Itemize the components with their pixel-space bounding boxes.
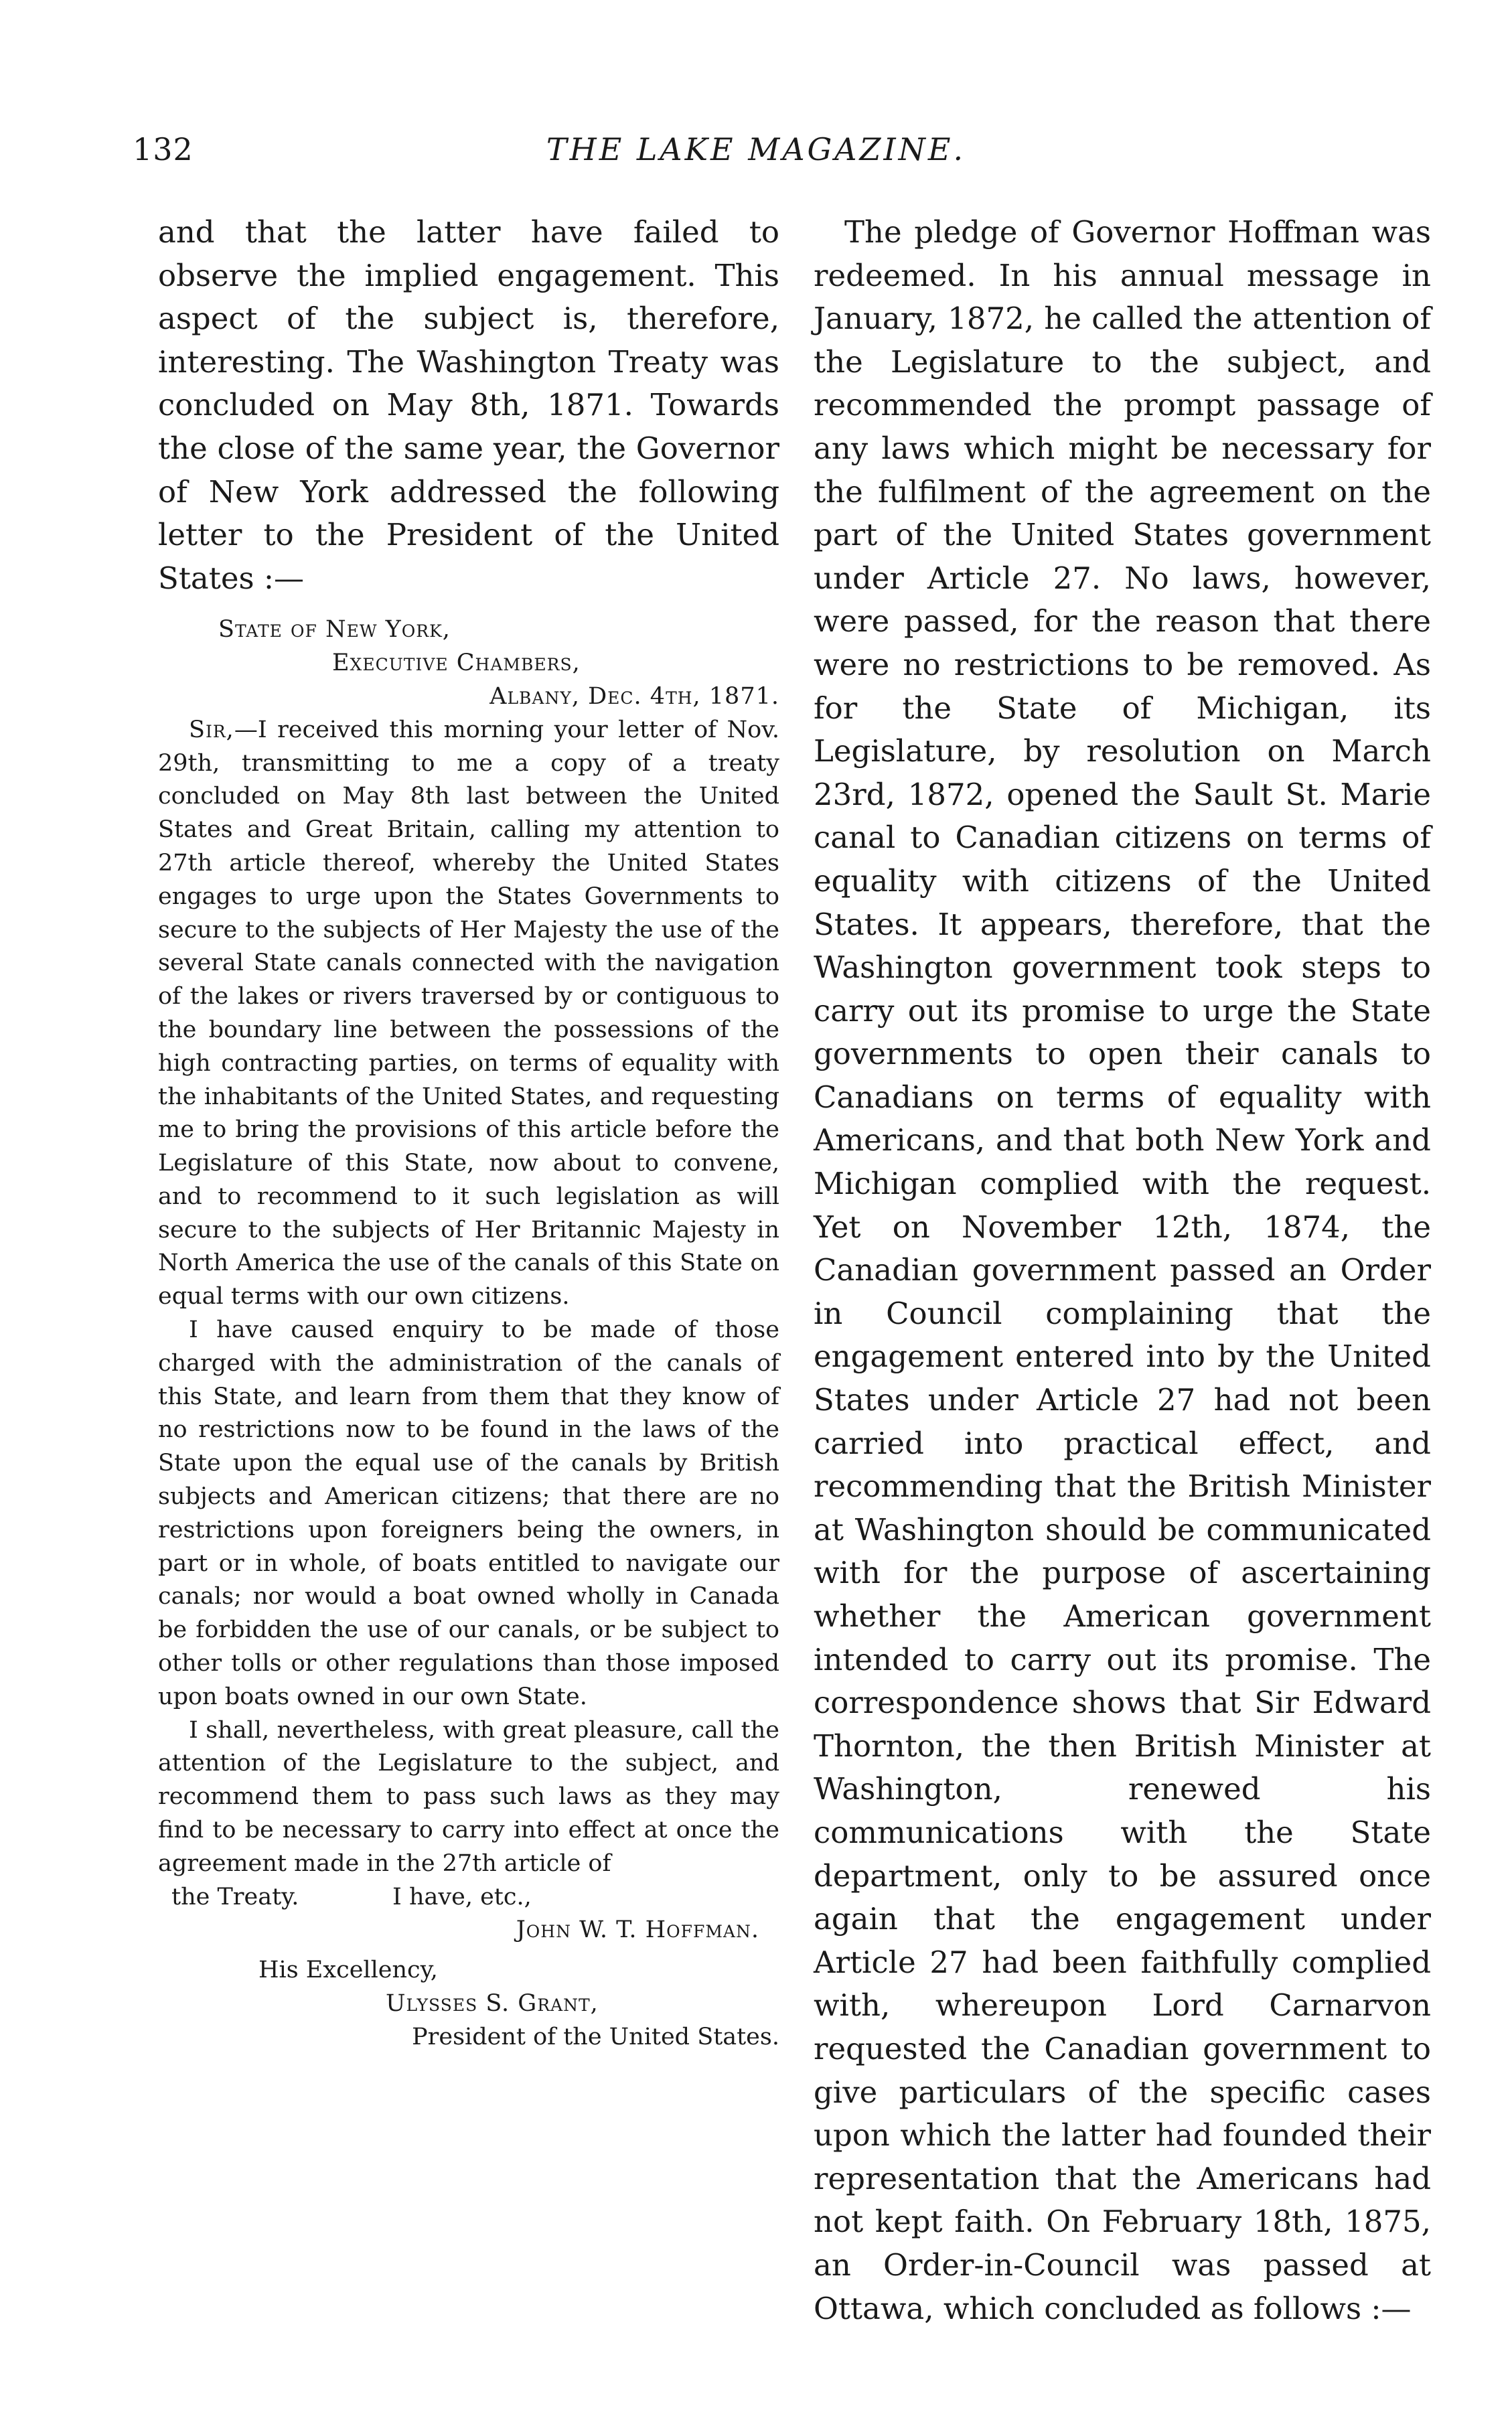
letter-paragraph-1-text: —I received this morning your letter of Nov. 29th, transmitting to me a copy of a treaty concluded on May 8th last between the United States and Great Britain, calling my attention to 27th article thereof, whereby the United States engages to urge upon the States Governments to secure to the subjects of Her Majesty the use of the several State canals connected with the navigation of the lakes or rivers traversed by or contiguous to the boundary line between the possessions of the high contracting parties, on terms of equality with the inhabitants of the United States, and requesting me to bring the provisions of this article before the Legislature of this State, now about to convene, and to recommend to it such legislation as will secure to the subjects of Her Britannic Majesty in North America the use of the canals of this State on equal terms with our own citizens. — [158, 716, 779, 1310]
right-column — [814, 211, 1431, 2330]
letter-date — [158, 680, 779, 714]
letter-closing-a: the Treaty. — [171, 1883, 299, 1910]
letter-recipient-line3: President of the United States. — [412, 2023, 779, 2050]
letter-paragraph-3: I shall, nevertheless, with great pleasure, call the attention of the Legislature to the subject, and recommend them to pass such laws as they may find to be necessary to carry into effect at once the agreement made in the 27th article of — [158, 1716, 779, 1877]
letter-recipient-line2: Ulysses S. Grant, — [386, 1990, 599, 2018]
right-paragraph: The pledge of Governor Hoffman was redeemed. In his annual message in January, 1872, he called the attention of the Legislature to the subject, and recommended the prompt passage of any laws which might be necessary for the fulfilment of the agreement on the part of the United States government under Article 27. No laws, however, were passed, for the reason that there were no restrictions to be removed. As for the State of Michigan, its Legislature, by resolution on March 23rd, 1872, opened the Sault St. Marie canal to Canadian citizens on terms of equality with citizens of the United States. It appears, therefore, that the Washington government took steps to carry out its promise to urge the State governments to open their canals to Canadians on terms of equality with Americans, and that both New York and Michigan complied with the request. Yet on November 12th, 1874, the Canadian government passed an Order in Council complaining that the engagement entered into by the United States under Article 27 had not been carried into practical effect, and recommending that the British Minister at Washington should be communicated with for the purpose of ascertaining whether the American government intended to carry out its promise. The correspondence shows that Sir Edward Thornton, the then British Minister at Washington, renewed his communications with the State department, only to be assured once again that the engagement under Article 27 had been faithfully complied with, whereupon Lord Carnarvon requested the Canadian government to give particulars of the specific cases upon which the latter had founded their representation that the Americans had not kept faith. On February 18th, 1875, an Order-in-Council was passed at Ottawa, which concluded as follows :— — [814, 214, 1431, 2326]
running-title: THE LAKE MAGAZINE. — [546, 131, 966, 167]
letter-closing-b: I have, etc., — [392, 1883, 532, 1910]
left-column — [158, 211, 779, 2054]
letter-closing — [158, 1881, 779, 1914]
letter-address-line3: Albany, Dec. 4th, 1871. — [489, 682, 779, 710]
letter-address-line1: State of New York, — [218, 616, 451, 644]
letter-paragraph-2: I have caused enquiry to be made of those charged with the administration of the canals of this State, and learn from them that they know of no restrictions now to be found in the laws of the State upon the equal use of the canals by British subjects and American citizens; that there are no restrictions upon foreigners being the owners, in part or in whole, of boats entitled to navigate our canals; nor would a boat owned wholly in Canada be forbidden the use of our canals, or be subject to other tolls or other regulations than those imposed upon boats owned in our own State. — [158, 1316, 779, 1710]
letter-salutation: Sir, — [189, 716, 234, 743]
intro-paragraph: and that the latter have failed to observe the implied engagement. This aspect of the subject is, therefore, interesting. The Washington Treaty was concluded on May 8th, 1871. Towards the close of the same year, the Governor of New York addressed the following letter to the President of the United States :— — [158, 214, 779, 596]
letter-recipient-line1: His Excellency, — [258, 1957, 438, 1984]
governor-letter — [158, 613, 779, 2054]
letter-signature: John W. T. Hoffman. — [516, 1916, 759, 1944]
letter-address-line2: Executive Chambers, — [332, 650, 581, 677]
page-number: 132 — [133, 131, 194, 167]
letter-paragraph-1 — [158, 714, 779, 1314]
running-header — [0, 131, 1512, 185]
